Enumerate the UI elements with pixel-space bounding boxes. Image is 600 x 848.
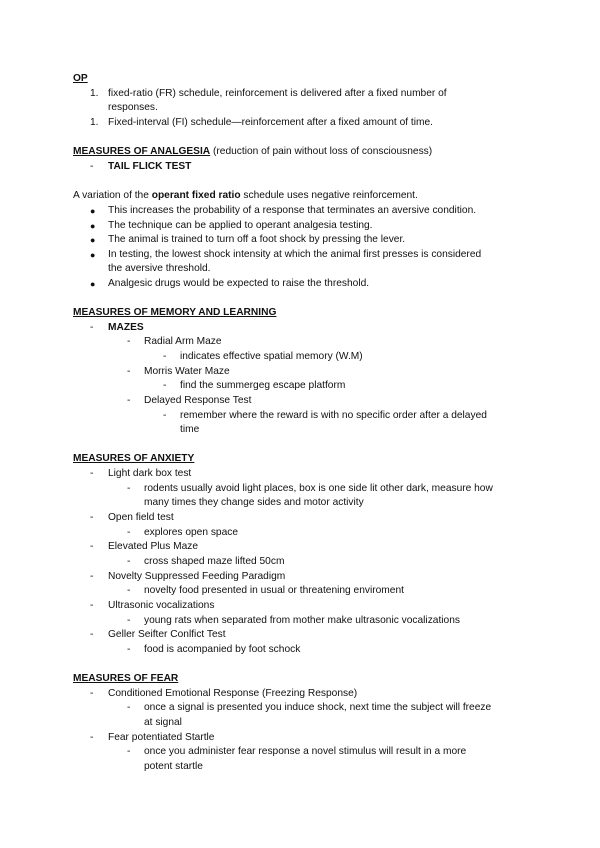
dash-marker: - — [90, 600, 94, 611]
list-item-cont: responses. — [108, 102, 158, 113]
bullet-marker: ● — [90, 206, 96, 216]
dash-marker: - — [127, 366, 131, 377]
list-item: fixed-ratio (FR) schedule, reinforcement is delivered after a fixed number of — [108, 88, 447, 99]
dash-marker: - — [127, 644, 131, 655]
test-detail-cont: at signal — [144, 717, 182, 728]
memory-heading: MEASURES OF MEMORY AND LEARNING — [73, 307, 277, 318]
dash-marker: - — [127, 746, 131, 757]
dash-marker: - — [127, 336, 131, 347]
test-name: Open field test — [108, 512, 174, 523]
test-detail: novelty food presented in usual or threatening enviroment — [144, 585, 404, 596]
test-name: Fear potentiated Startle — [108, 732, 215, 743]
dash-marker: - — [163, 351, 167, 362]
intro-text-end: schedule uses negative reinforcement. — [240, 190, 418, 201]
test-detail: explores open space — [144, 527, 239, 538]
maze-detail: find the summergeg escape platform — [180, 380, 346, 391]
analgesia-heading-line — [73, 145, 432, 159]
test-detail-cont: potent startle — [144, 761, 203, 772]
dash-marker: - — [90, 571, 94, 582]
bullet-item-cont: the aversive threshold. — [108, 263, 211, 274]
test-name: Elevated Plus Maze — [108, 541, 199, 552]
test-name: Light dark box test — [108, 468, 192, 479]
test-detail: food is acompanied by foot schock — [144, 644, 301, 655]
bullet-marker: ● — [90, 221, 96, 231]
dash-marker: - — [163, 380, 167, 391]
bullet-marker: ● — [90, 235, 96, 245]
test-detail-cont: many times they change sides and motor activity — [144, 497, 364, 508]
intro-text: A variation of the — [73, 190, 152, 201]
bullet-marker: ● — [90, 279, 96, 289]
dash-marker: - — [90, 322, 94, 333]
bullet-marker: ● — [90, 250, 96, 260]
tail-flick-test: TAIL FLICK TEST — [108, 161, 192, 172]
bullet-item: In testing, the lowest shock intensity at which the animal first presses is considered — [108, 249, 482, 260]
dash-marker: - — [90, 688, 94, 699]
fear-heading: MEASURES OF FEAR — [73, 673, 179, 684]
dash-marker: - — [90, 161, 94, 172]
dash-marker: - — [90, 732, 94, 743]
analgesia-heading: MEASURES OF ANALGESIA — [73, 146, 211, 157]
test-detail: cross shaped maze lifted 50cm — [144, 556, 285, 567]
test-name: Geller Seifter Conlfict Test — [108, 629, 226, 640]
list-number: 1. — [90, 88, 99, 99]
dash-marker: - — [90, 629, 94, 640]
maze-name: Morris Water Maze — [144, 366, 230, 377]
bullet-item: This increases the probability of a response that terminates an aversive condition. — [108, 205, 477, 216]
test-name: Ultrasonic vocalizations — [108, 600, 215, 611]
list-item: Fixed-interval (FI) schedule—reinforcement after a fixed amount of time. — [108, 117, 434, 128]
dash-marker: - — [127, 483, 131, 494]
test-detail: rodents usually avoid light places, box is one side lit other dark, measure how — [144, 483, 493, 494]
mazes-label: MAZES — [108, 322, 144, 333]
analgesia-heading-note: (reduction of pain without loss of consciousness) — [210, 146, 433, 157]
dash-marker: - — [127, 556, 131, 567]
dash-marker: - — [163, 410, 167, 421]
dash-marker: - — [90, 468, 94, 479]
dash-marker: - — [90, 512, 94, 523]
test-name: Novelty Suppressed Feeding Paradigm — [108, 571, 286, 582]
test-detail: once you administer fear response a novel stimulus will result in a more — [144, 746, 467, 757]
list-number: 1. — [90, 117, 99, 128]
dash-marker: - — [127, 395, 131, 406]
analgesia-intro — [73, 189, 418, 203]
maze-detail-cont: time — [180, 424, 200, 435]
dash-marker: - — [127, 702, 131, 713]
test-detail: once a signal is presented you induce shock, next time the subject will freeze — [144, 702, 492, 713]
test-detail: young rats when separated from mother make ultrasonic vocalizations — [144, 615, 460, 626]
maze-detail: indicates effective spatial memory (W.M) — [180, 351, 363, 362]
intro-bold: operant fixed ratio — [151, 190, 241, 201]
op-heading: OP — [73, 73, 88, 84]
dash-marker: - — [127, 615, 131, 626]
dash-marker: - — [127, 527, 131, 538]
maze-detail: remember where the reward is with no specific order after a delayed — [180, 410, 487, 421]
bullet-item: The animal is trained to turn off a foot shock by pressing the lever. — [108, 234, 406, 245]
anxiety-heading: MEASURES OF ANXIETY — [73, 453, 195, 464]
dash-marker: - — [127, 585, 131, 596]
dash-marker: - — [90, 541, 94, 552]
maze-name: Delayed Response Test — [144, 395, 252, 406]
bullet-item: The technique can be applied to operant analgesia testing. — [108, 220, 373, 231]
test-name: Conditioned Emotional Response (Freezing Response) — [108, 688, 358, 699]
maze-name: Radial Arm Maze — [144, 336, 222, 347]
bullet-item: Analgesic drugs would be expected to raise the threshold. — [108, 278, 370, 289]
